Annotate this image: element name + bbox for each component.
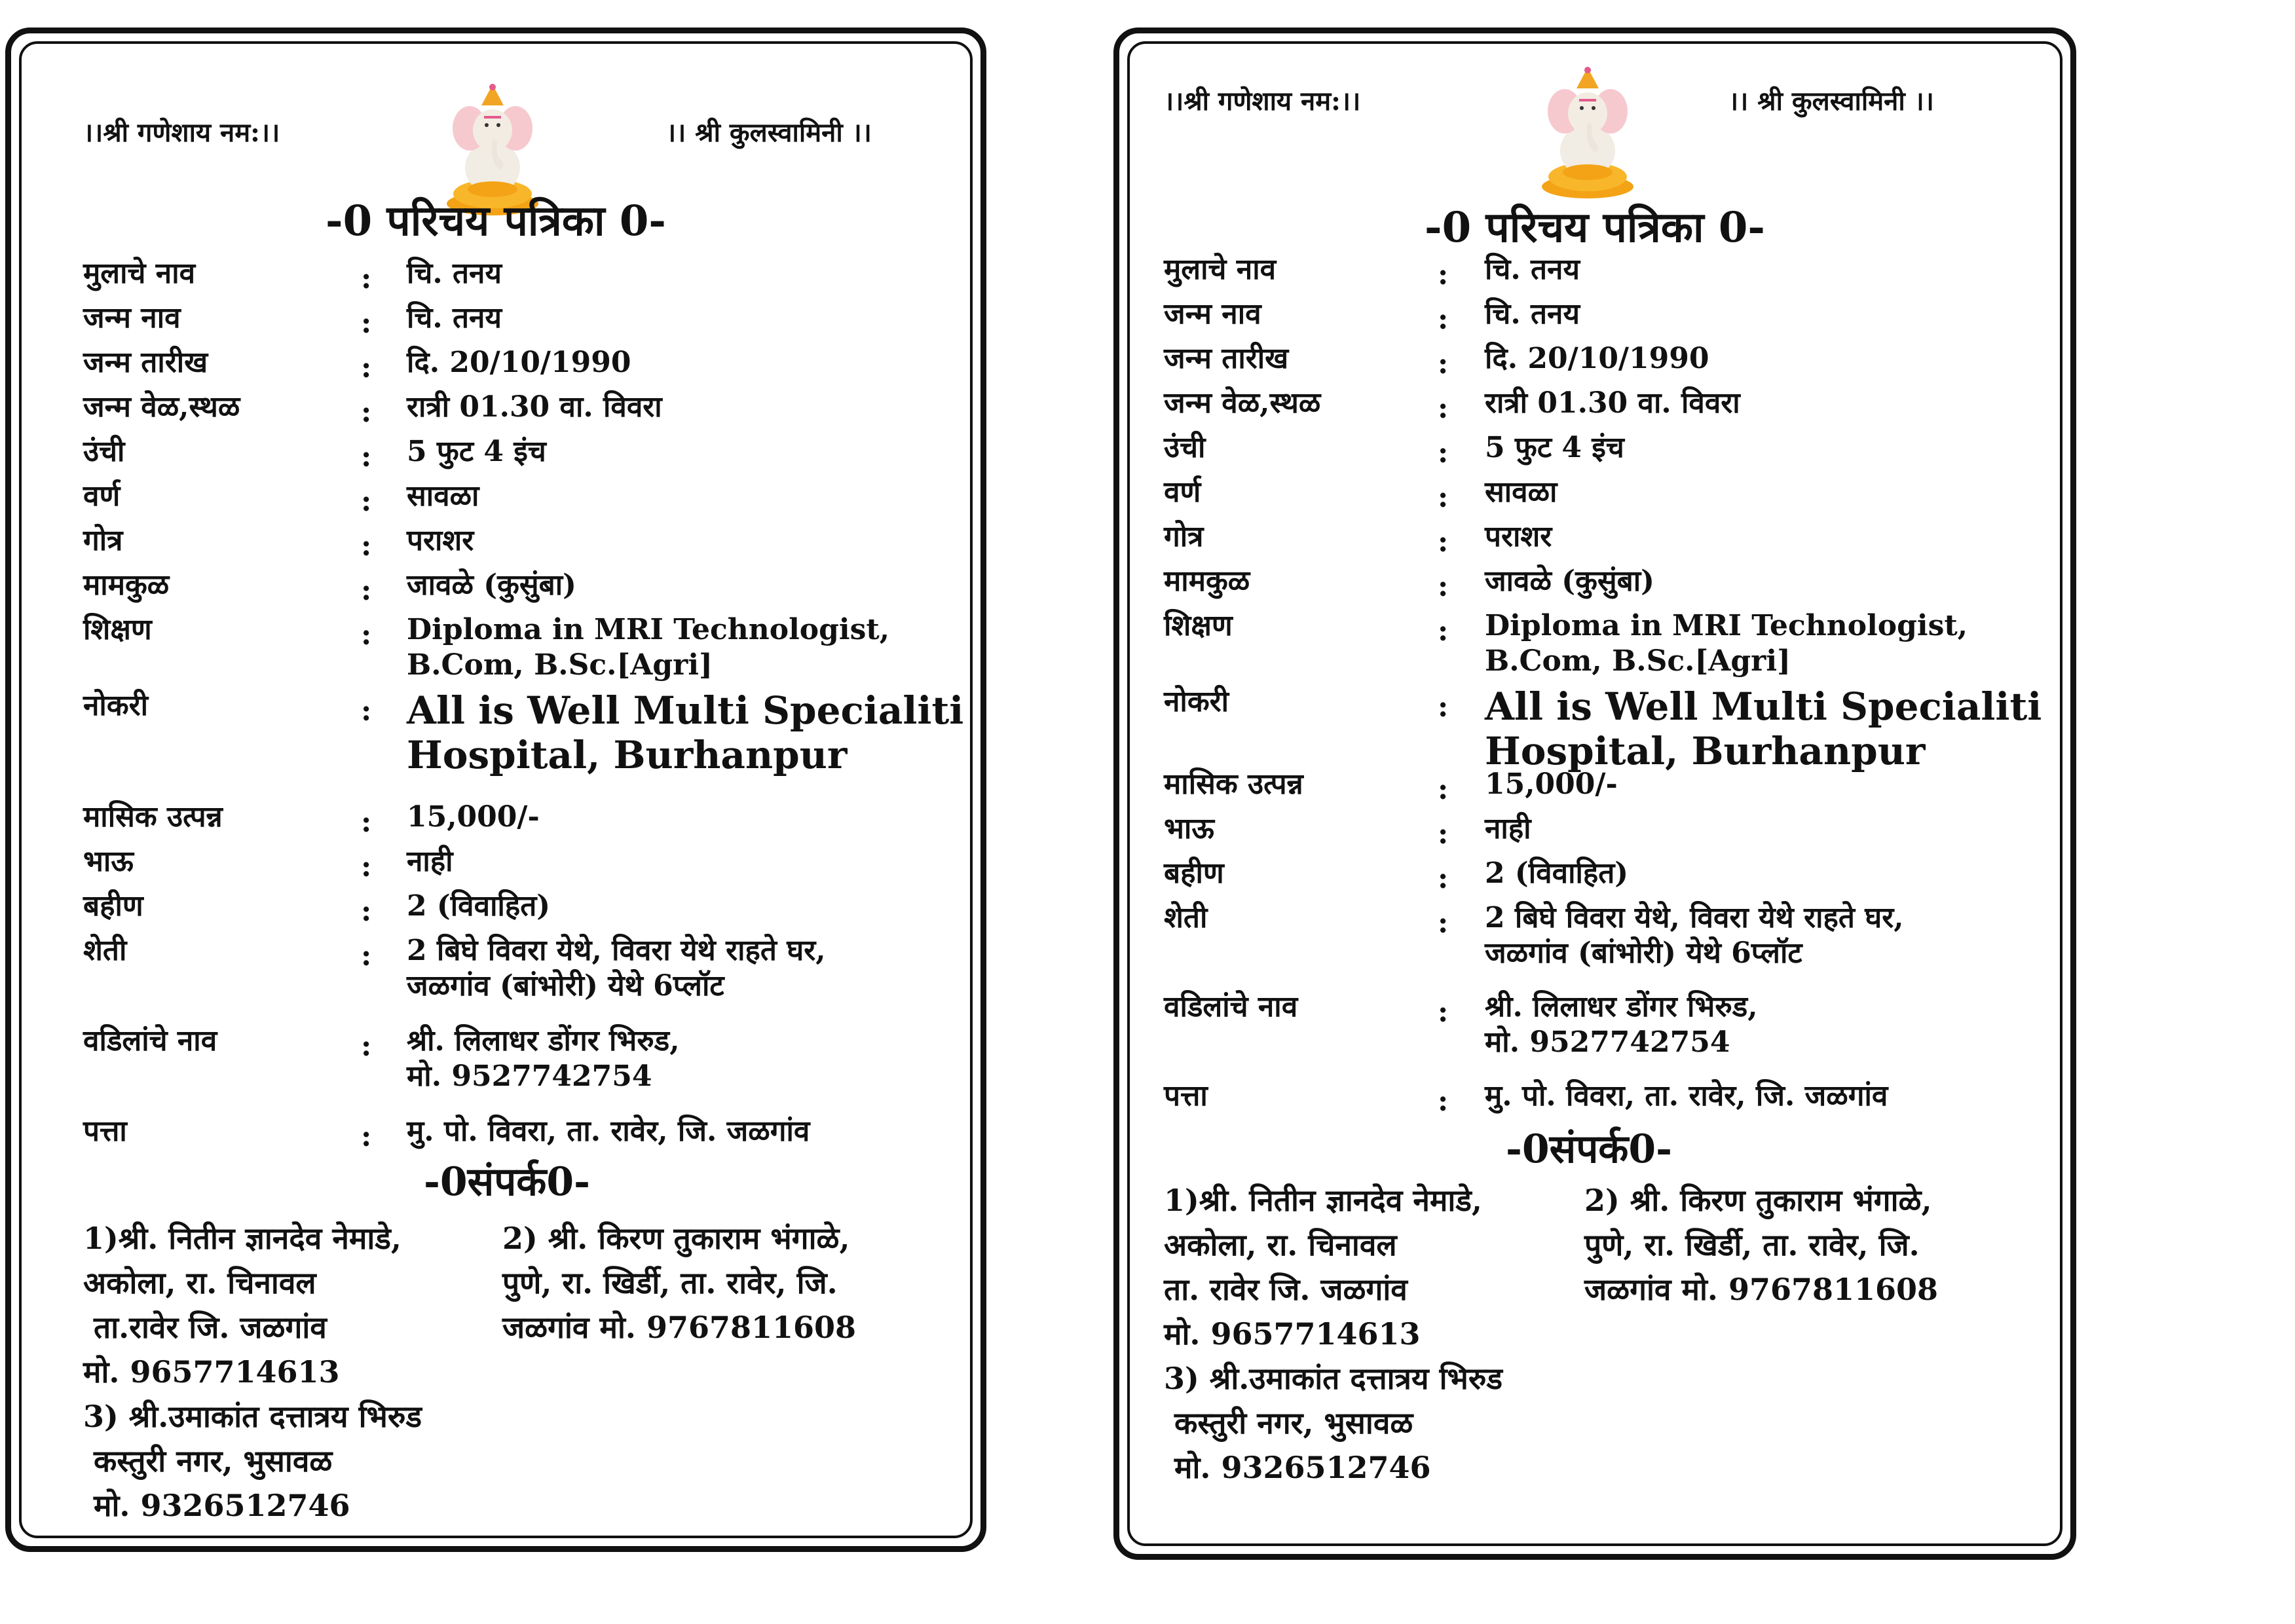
field-separator: : xyxy=(1438,392,1449,425)
field-separator: : xyxy=(1438,1084,1449,1118)
field-label: भाऊ xyxy=(83,845,134,878)
field-label: जन्म वेळ,स्थळ xyxy=(1164,386,1321,420)
field-label: मुलाचे नाव xyxy=(83,257,196,290)
field-value-line: नाही xyxy=(1485,812,1531,845)
field-value xyxy=(407,345,631,380)
field-label: नोकरी xyxy=(83,689,148,722)
field-separator: : xyxy=(1438,347,1449,380)
header-left-text: ।।श्री गणेशाय नम:।। xyxy=(1164,86,1361,117)
field-separator: : xyxy=(1438,570,1449,603)
field-separator: : xyxy=(361,895,372,928)
field-value-line: 2 बिघे विवरा येथे, विवरा येथे राहते घर, xyxy=(1485,901,1904,934)
contact-line: 1)श्री. नितीन ज्ञानदेव नेमाडे, xyxy=(1164,1183,1482,1218)
contact-line: पुणे, रा. खिर्डी, ता. रावेर, जि. xyxy=(502,1265,838,1301)
contact-line: अकोला, रा. चिनावल xyxy=(1164,1227,1397,1263)
field-separator: : xyxy=(361,440,372,473)
field-value-line: All is Well Multi Specialiti xyxy=(1485,684,2042,729)
field-label: उंची xyxy=(83,435,125,468)
field-value-line: रात्री 01.30 वा. विवरा xyxy=(407,390,662,424)
contact-title: -0संपर्क0- xyxy=(424,1159,591,1205)
field-separator: : xyxy=(1438,862,1449,895)
field-value xyxy=(1485,297,1580,332)
field-label: वर्ण xyxy=(83,479,121,513)
field-label: शिक्षण xyxy=(83,613,152,646)
field-label: वडिलांचे नाव xyxy=(1164,990,1298,1024)
page-title: -0 परिचय पत्रिका 0- xyxy=(326,196,666,246)
field-separator: : xyxy=(361,529,372,563)
contact-title: -0संपर्क0- xyxy=(1506,1126,1673,1172)
field-value-line: 15,000/- xyxy=(1485,767,1618,801)
field-label: वडिलांचे नाव xyxy=(83,1024,217,1058)
field-value xyxy=(1485,519,1552,555)
field-value xyxy=(407,523,474,559)
field-separator: : xyxy=(361,618,372,652)
contact-line: 3) श्री.उमाकांत दत्तात्रय भिरुड xyxy=(1164,1361,1502,1396)
field-separator: : xyxy=(1438,817,1449,851)
field-value xyxy=(1485,608,1968,679)
field-value-line: 2 (विवाहित) xyxy=(407,889,551,923)
biodata-card-right xyxy=(1113,28,2076,1560)
header-left-text: ।।श्री गणेशाय नम:।। xyxy=(83,117,280,148)
field-value xyxy=(407,256,502,291)
field-label: वर्ण xyxy=(1164,475,1201,509)
field-value xyxy=(1485,430,1624,466)
field-value xyxy=(1485,900,1904,971)
field-separator: : xyxy=(361,485,372,518)
biodata-card-left xyxy=(5,28,986,1552)
contact-3 xyxy=(83,1394,422,1528)
field-value xyxy=(1485,564,1654,599)
field-value-line: 5 फुट 4 इंच xyxy=(1485,431,1624,464)
field-label: बहीण xyxy=(1164,857,1224,890)
field-label: गोत्र xyxy=(1164,520,1204,553)
contact-2 xyxy=(1584,1178,1938,1312)
field-label: जन्म नाव xyxy=(1164,297,1261,331)
field-label: मासिक उत्पन्न xyxy=(83,800,223,834)
field-label: मासिक उत्पन्न xyxy=(1164,767,1303,801)
contact-line: ता. रावेर जि. जळगांव xyxy=(1164,1272,1408,1307)
field-value xyxy=(1485,252,1580,287)
field-separator: : xyxy=(361,1029,372,1063)
field-value xyxy=(1485,475,1557,510)
field-value-line: श्री. लिलाधर डोंगर भिरुड, xyxy=(1485,990,1758,1024)
field-value-line: पराशर xyxy=(407,524,474,557)
field-value-line: 2 (विवाहित) xyxy=(1485,857,1629,890)
contact-line: कस्तुरी नगर, भुसावळ xyxy=(1164,1405,1413,1441)
field-separator: : xyxy=(361,939,372,972)
field-label: पत्ता xyxy=(1164,1079,1208,1113)
header-right-text: ।। श्री कुलस्वामिनी ।। xyxy=(1728,86,1934,117)
field-separator: : xyxy=(361,306,372,340)
field-value xyxy=(1485,989,1758,1060)
field-value-line: सावळा xyxy=(407,479,479,513)
field-value-line: श्री. लिलाधर डोंगर भिरुड, xyxy=(407,1024,680,1058)
field-value xyxy=(407,301,502,336)
field-separator: : xyxy=(361,805,372,839)
field-label: पत्ता xyxy=(83,1115,127,1148)
contact-line: मो. 9657714613 xyxy=(1164,1316,1421,1352)
field-separator: : xyxy=(361,351,372,384)
field-label: गोत्र xyxy=(83,524,123,557)
field-value-line: 15,000/- xyxy=(407,800,540,834)
field-value-line: Diploma in MRI Technologist, xyxy=(1485,609,1968,642)
contact-line: जळगांव मो. 9767811608 xyxy=(502,1310,857,1345)
field-value xyxy=(407,612,889,683)
field-label: मामकुळ xyxy=(83,568,170,602)
field-value-line: जावळे (कुसुंबा) xyxy=(1485,564,1654,598)
field-value xyxy=(407,479,479,514)
field-separator: : xyxy=(361,694,372,728)
field-separator: : xyxy=(1438,614,1449,648)
field-separator: : xyxy=(361,850,372,883)
field-value xyxy=(407,844,453,879)
contact-line: अकोला, रा. चिनावल xyxy=(83,1265,316,1301)
contact-line: जळगांव मो. 9767811608 xyxy=(1584,1272,1939,1307)
field-label: जन्म नाव xyxy=(83,301,181,335)
contact-line: पुणे, रा. खिर्डी, ता. रावेर, जि. xyxy=(1584,1227,1920,1263)
field-separator: : xyxy=(1438,690,1449,724)
field-separator: : xyxy=(1438,481,1449,514)
field-value xyxy=(407,688,963,777)
field-value xyxy=(407,390,662,425)
field-value-line: 5 फुट 4 इंच xyxy=(407,435,546,468)
field-separator: : xyxy=(1438,773,1449,806)
field-label: जन्म वेळ,स्थळ xyxy=(83,390,240,424)
field-value-line: Hospital, Burhanpur xyxy=(1485,729,1926,773)
field-value-line: 2 बिघे विवरा येथे, विवरा येथे राहते घर, xyxy=(407,934,826,967)
contact-line: मो. 9657714613 xyxy=(83,1354,340,1390)
contact-line: 2) श्री. किरण तुकाराम भंगाळे, xyxy=(1584,1183,1932,1218)
field-value-line: पराशर xyxy=(1485,520,1552,553)
field-separator: : xyxy=(361,1120,372,1153)
field-separator: : xyxy=(1438,525,1449,559)
field-value xyxy=(1485,767,1618,802)
field-value-line: B.Com, B.Sc.[Agri] xyxy=(407,648,713,682)
field-value-line: दि. 20/10/1990 xyxy=(1485,342,1709,375)
field-value-line: जळगांव (बांभोरी) येथे 6प्लॉट xyxy=(1485,936,1802,970)
field-value-line: दि. 20/10/1990 xyxy=(407,346,631,379)
field-value-line: मो. 9527742754 xyxy=(1485,1025,1730,1059)
field-value xyxy=(1485,856,1628,891)
field-value xyxy=(1485,811,1531,847)
field-value xyxy=(1485,684,2042,773)
field-value xyxy=(407,568,576,603)
field-value-line: चि. तनय xyxy=(407,301,502,335)
field-value-line: मो. 9527742754 xyxy=(407,1060,652,1093)
field-label: शेती xyxy=(83,934,127,967)
field-value xyxy=(1485,386,1740,421)
field-value-line: जळगांव (बांभोरी) येथे 6प्लॉट xyxy=(407,969,724,1003)
contact-line: कस्तुरी नगर, भुसावळ xyxy=(83,1443,333,1479)
field-value-line: Hospital, Burhanpur xyxy=(407,733,848,777)
field-value-line: जावळे (कुसुंबा) xyxy=(407,568,576,602)
field-value xyxy=(1485,1079,1888,1114)
field-separator: : xyxy=(1438,258,1449,291)
field-separator: : xyxy=(361,262,372,295)
field-value xyxy=(1485,341,1709,377)
contact-2 xyxy=(502,1216,856,1350)
header-right-text: ।। श्री कुलस्वामिनी ।। xyxy=(666,117,872,148)
field-value-line: B.Com, B.Sc.[Agri] xyxy=(1485,644,1791,678)
field-separator: : xyxy=(361,396,372,429)
field-value-line: All is Well Multi Specialiti xyxy=(407,688,964,733)
contact-line: 2) श्री. किरण तुकाराम भंगाळे, xyxy=(502,1221,850,1256)
field-value-line: मु. पो. विवरा, ता. रावेर, जि. जळगांव xyxy=(407,1115,810,1148)
field-value xyxy=(407,933,826,1004)
field-label: मुलाचे नाव xyxy=(1164,253,1277,286)
field-value-line: चि. तनय xyxy=(1485,253,1580,286)
page-title: -0 परिचय पत्रिका 0- xyxy=(1425,203,1765,252)
field-value-line: नाही xyxy=(407,845,453,878)
field-label: जन्म तारीख xyxy=(1164,342,1289,375)
field-value xyxy=(407,800,540,835)
field-value-line: Diploma in MRI Technologist, xyxy=(407,613,890,646)
contact-1 xyxy=(1164,1178,1482,1356)
contact-3 xyxy=(1164,1356,1502,1490)
field-label: मामकुळ xyxy=(1164,564,1250,598)
contact-line: मो. 9326512746 xyxy=(83,1488,350,1523)
field-value-line: मु. पो. विवरा, ता. रावेर, जि. जळगांव xyxy=(1485,1079,1888,1113)
field-separator: : xyxy=(1438,995,1449,1029)
field-label: बहीण xyxy=(83,889,143,923)
field-separator: : xyxy=(1438,436,1449,470)
contact-line: मो. 9326512746 xyxy=(1164,1450,1431,1485)
field-value-line: सावळा xyxy=(1485,475,1558,509)
field-separator: : xyxy=(1438,906,1449,940)
field-separator: : xyxy=(361,574,372,607)
field-label: जन्म तारीख xyxy=(83,346,208,379)
field-separator: : xyxy=(1438,303,1449,336)
field-label: नोकरी xyxy=(1164,685,1229,718)
field-value-line: चि. तनय xyxy=(1485,297,1580,331)
field-label: भाऊ xyxy=(1164,812,1214,845)
contact-line: 3) श्री.उमाकांत दत्तात्रय भिरुड xyxy=(83,1399,422,1434)
field-value-line: रात्री 01.30 वा. विवरा xyxy=(1485,386,1740,420)
contact-line: ता.रावेर जि. जळगांव xyxy=(83,1310,327,1345)
field-value xyxy=(407,889,550,924)
field-value xyxy=(407,1024,680,1094)
contact-line: 1)श्री. नितीन ज्ञानदेव नेमाडे, xyxy=(83,1221,401,1256)
field-label: उंची xyxy=(1164,431,1206,464)
field-value xyxy=(407,434,546,470)
field-value-line: चि. तनय xyxy=(407,257,502,290)
field-value xyxy=(407,1114,810,1149)
contact-1 xyxy=(83,1216,401,1394)
ganesha-icon xyxy=(1539,62,1637,200)
field-label: शिक्षण xyxy=(1164,609,1233,642)
field-label: शेती xyxy=(1164,901,1208,934)
